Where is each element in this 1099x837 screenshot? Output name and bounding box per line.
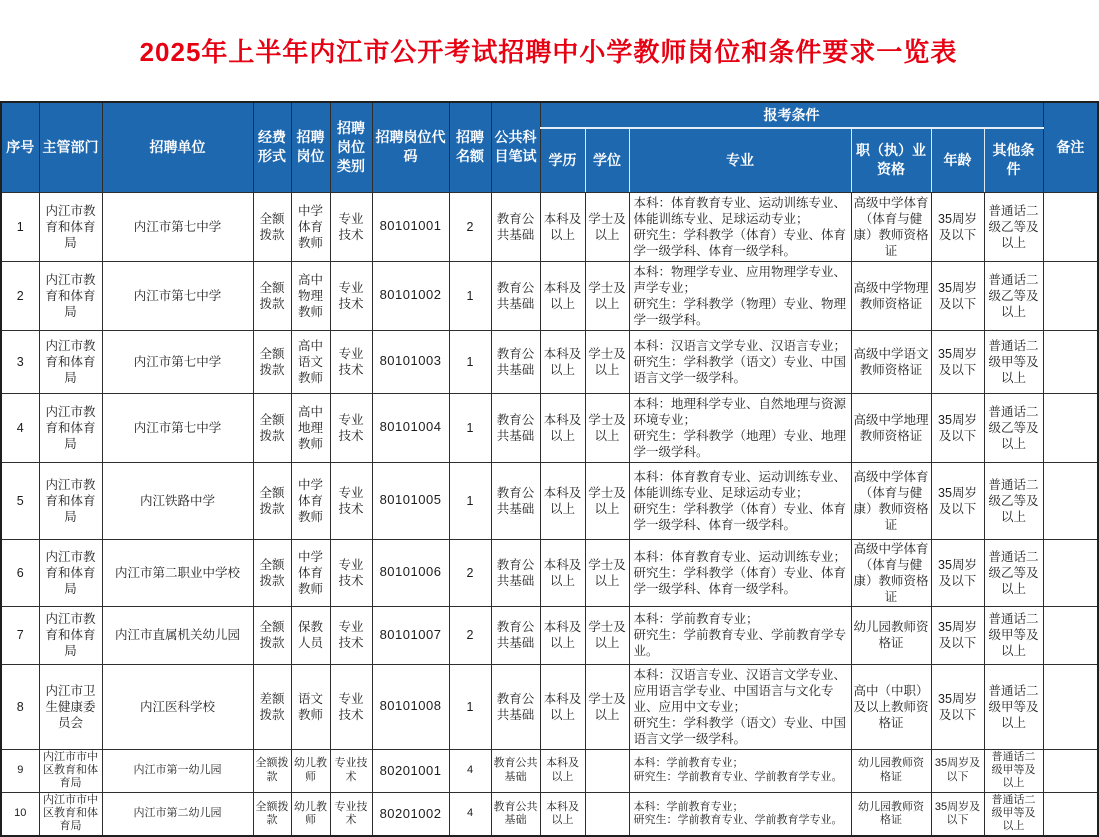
cell-code: 80101007 xyxy=(372,606,449,664)
cell-degree: 学士及以上 xyxy=(585,330,629,393)
header-funding: 经费形式 xyxy=(253,102,291,192)
cell-funding: 全额拨款 xyxy=(253,792,291,836)
cell-category: 专业技术 xyxy=(330,792,372,836)
cell-funding: 全额拨款 xyxy=(253,606,291,664)
cell-quota: 1 xyxy=(449,664,491,749)
cell-funding: 全额拨款 xyxy=(253,261,291,330)
cell-unit: 内江市第七中学 xyxy=(102,261,253,330)
cell-category: 专业技术 xyxy=(330,749,372,792)
cell-dept: 内江市教育和体育局 xyxy=(39,261,102,330)
cell-age: 35周岁及以下 xyxy=(931,261,984,330)
cell-position: 保教人员 xyxy=(291,606,330,664)
cell-remark xyxy=(1043,539,1098,606)
cell-unit: 内江铁路中学 xyxy=(102,462,253,539)
cell-unit: 内江市第七中学 xyxy=(102,393,253,462)
cell-position: 语文教师 xyxy=(291,664,330,749)
cell-qualification: 高中（中职）及以上教师资格证 xyxy=(851,664,931,749)
header-other: 其他条件 xyxy=(984,128,1043,192)
cell-quota: 2 xyxy=(449,606,491,664)
cell-category: 专业技术 xyxy=(330,664,372,749)
table-row xyxy=(1,462,1098,539)
table-row xyxy=(1,393,1098,462)
cell-unit: 内江市第七中学 xyxy=(102,330,253,393)
cell-degree xyxy=(585,749,629,792)
cell-age: 35周岁及以下 xyxy=(931,749,984,792)
cell-remark xyxy=(1043,792,1098,836)
cell-other: 普通话二级乙等及以上 xyxy=(984,462,1043,539)
cell-no: 3 xyxy=(1,330,39,393)
cell-exam: 教育公共基础 xyxy=(491,792,540,836)
cell-age: 35周岁及以下 xyxy=(931,330,984,393)
cell-code: 80201002 xyxy=(372,792,449,836)
cell-category: 专业技术 xyxy=(330,330,372,393)
cell-position: 中学体育教师 xyxy=(291,192,330,261)
cell-edu: 本科及以上 xyxy=(540,539,585,606)
cell-qualification: 幼儿园教师资格证 xyxy=(851,606,931,664)
cell-exam: 教育公共基础 xyxy=(491,261,540,330)
cell-unit: 内江市直属机关幼儿园 xyxy=(102,606,253,664)
cell-category: 专业技术 xyxy=(330,192,372,261)
cell-quota: 2 xyxy=(449,539,491,606)
cell-category: 专业技术 xyxy=(330,261,372,330)
cell-category: 专业技术 xyxy=(330,393,372,462)
cell-age: 35周岁及以下 xyxy=(931,539,984,606)
cell-qualification: 高级中学体育（体育与健康）教师资格证 xyxy=(851,192,931,261)
cell-edu: 本科及以上 xyxy=(540,393,585,462)
cell-qualification: 高级中学物理教师资格证 xyxy=(851,261,931,330)
cell-position: 幼儿教师 xyxy=(291,749,330,792)
cell-funding: 全额拨款 xyxy=(253,462,291,539)
cell-position: 高中语文教师 xyxy=(291,330,330,393)
cell-dept: 内江市教育和体育局 xyxy=(39,539,102,606)
cell-degree: 学士及以上 xyxy=(585,393,629,462)
cell-quota: 1 xyxy=(449,393,491,462)
cell-remark xyxy=(1043,664,1098,749)
cell-unit: 内江市第二幼儿园 xyxy=(102,792,253,836)
cell-position: 中学体育教师 xyxy=(291,462,330,539)
header-major: 专业 xyxy=(629,128,851,192)
cell-age: 35周岁及以下 xyxy=(931,664,984,749)
header-age: 年龄 xyxy=(931,128,984,192)
cell-major: 本科：体育教育专业、运动训练专业、体能训练专业、足球运动专业； 研究生：学科教学（体育）专业、体育学一级学科、体育一级学科。 xyxy=(629,192,851,261)
cell-dept: 内江市市中区教育和体育局 xyxy=(39,792,102,836)
cell-quota: 4 xyxy=(449,749,491,792)
cell-exam: 教育公共基础 xyxy=(491,664,540,749)
cell-unit: 内江市第一幼儿园 xyxy=(102,749,253,792)
cell-quota: 1 xyxy=(449,261,491,330)
cell-other: 普通话二级乙等及以上 xyxy=(984,393,1043,462)
cell-no: 5 xyxy=(1,462,39,539)
cell-dept: 内江市教育和体育局 xyxy=(39,462,102,539)
cell-quota: 4 xyxy=(449,792,491,836)
recruitment-table xyxy=(0,101,1099,837)
cell-category: 专业技术 xyxy=(330,606,372,664)
table-row xyxy=(1,192,1098,261)
cell-exam: 教育公共基础 xyxy=(491,539,540,606)
cell-qualification: 高级中学地理教师资格证 xyxy=(851,393,931,462)
cell-major: 本科：学前教育专业； 研究生：学前教育专业、学前教育学专业。 xyxy=(629,792,851,836)
header-edu: 学历 xyxy=(540,128,585,192)
cell-degree: 学士及以上 xyxy=(585,606,629,664)
cell-edu: 本科及以上 xyxy=(540,261,585,330)
header-conditions-group: 报考条件 xyxy=(540,102,1043,128)
cell-major: 本科：汉语言专业、汉语言文学专业、应用语言学专业、中国语言与文化专业、应用中文专业； 研究生：学科教学（语文）专业、中国语言文学一级学科。 xyxy=(629,664,851,749)
cell-edu: 本科及以上 xyxy=(540,792,585,836)
cell-quota: 1 xyxy=(449,330,491,393)
cell-unit: 内江市第七中学 xyxy=(102,192,253,261)
table-row xyxy=(1,792,1098,836)
header-unit: 招聘单位 xyxy=(102,102,253,192)
table-row xyxy=(1,261,1098,330)
cell-remark xyxy=(1043,393,1098,462)
cell-other: 普通话二级乙等及以上 xyxy=(984,192,1043,261)
header-code: 招聘岗位代码 xyxy=(372,102,449,192)
cell-no: 9 xyxy=(1,749,39,792)
cell-major: 本科：体育教育专业、运动训练专业、体能训练专业、足球运动专业； 研究生：学科教学（体育）专业、体育学一级学科、体育一级学科。 xyxy=(629,462,851,539)
cell-other: 普通话二级乙等及以上 xyxy=(984,261,1043,330)
cell-qualification: 高级中学体育（体育与健康）教师资格证 xyxy=(851,539,931,606)
table-body xyxy=(1,192,1098,836)
cell-degree: 学士及以上 xyxy=(585,192,629,261)
cell-remark xyxy=(1043,192,1098,261)
cell-degree xyxy=(585,792,629,836)
cell-age: 35周岁及以下 xyxy=(931,606,984,664)
cell-edu: 本科及以上 xyxy=(540,749,585,792)
header-qualification: 职（执）业资格 xyxy=(851,128,931,192)
table-header xyxy=(1,102,1098,192)
cell-edu: 本科及以上 xyxy=(540,330,585,393)
header-dept: 主管部门 xyxy=(39,102,102,192)
cell-dept: 内江市卫生健康委员会 xyxy=(39,664,102,749)
cell-qualification: 高级中学体育（体育与健康）教师资格证 xyxy=(851,462,931,539)
cell-dept: 内江市教育和体育局 xyxy=(39,330,102,393)
cell-exam: 教育公共基础 xyxy=(491,606,540,664)
cell-edu: 本科及以上 xyxy=(540,192,585,261)
title-band xyxy=(0,0,1097,101)
cell-remark xyxy=(1043,261,1098,330)
cell-degree: 学士及以上 xyxy=(585,462,629,539)
cell-qualification: 幼儿园教师资格证 xyxy=(851,749,931,792)
cell-funding: 全额拨款 xyxy=(253,393,291,462)
header-exam: 公共科目笔试 xyxy=(491,102,540,192)
cell-no: 4 xyxy=(1,393,39,462)
cell-funding: 全额拨款 xyxy=(253,539,291,606)
cell-remark xyxy=(1043,606,1098,664)
header-position: 招聘岗位 xyxy=(291,102,330,192)
header-row-1 xyxy=(1,102,1098,128)
table-row xyxy=(1,539,1098,606)
cell-exam: 教育公共基础 xyxy=(491,330,540,393)
cell-major: 本科：地理科学专业、自然地理与资源环境专业； 研究生：学科教学（地理）专业、地理学一级学科。 xyxy=(629,393,851,462)
cell-code: 80101002 xyxy=(372,261,449,330)
cell-degree: 学士及以上 xyxy=(585,664,629,749)
cell-exam: 教育公共基础 xyxy=(491,393,540,462)
cell-position: 高中地理教师 xyxy=(291,393,330,462)
cell-funding: 差额拨款 xyxy=(253,664,291,749)
cell-dept: 内江市教育和体育局 xyxy=(39,606,102,664)
cell-edu: 本科及以上 xyxy=(540,606,585,664)
cell-major: 本科：物理学专业、应用物理学专业、声学专业； 研究生：学科教学（物理）专业、物理学一级学科。 xyxy=(629,261,851,330)
cell-quota: 2 xyxy=(449,192,491,261)
cell-edu: 本科及以上 xyxy=(540,664,585,749)
header-remark: 备注 xyxy=(1043,102,1098,192)
cell-exam: 教育公共基础 xyxy=(491,192,540,261)
cell-category: 专业技术 xyxy=(330,539,372,606)
cell-other: 普通话二级甲等及以上 xyxy=(984,749,1043,792)
cell-exam: 教育公共基础 xyxy=(491,462,540,539)
header-category: 招聘岗位类别 xyxy=(330,102,372,192)
cell-no: 2 xyxy=(1,261,39,330)
cell-qualification: 幼儿园教师资格证 xyxy=(851,792,931,836)
cell-funding: 全额拨款 xyxy=(253,330,291,393)
cell-code: 80101003 xyxy=(372,330,449,393)
cell-position: 中学体育教师 xyxy=(291,539,330,606)
cell-edu: 本科及以上 xyxy=(540,462,585,539)
cell-dept: 内江市教育和体育局 xyxy=(39,393,102,462)
cell-major: 本科：学前教育专业； 研究生：学前教育专业、学前教育学专业。 xyxy=(629,606,851,664)
table-row xyxy=(1,606,1098,664)
cell-remark xyxy=(1043,330,1098,393)
cell-no: 8 xyxy=(1,664,39,749)
table-row xyxy=(1,664,1098,749)
cell-unit: 内江医科学校 xyxy=(102,664,253,749)
cell-age: 35周岁及以下 xyxy=(931,192,984,261)
cell-dept: 内江市市中区教育和体育局 xyxy=(39,749,102,792)
cell-age: 35周岁及以下 xyxy=(931,792,984,836)
cell-other: 普通话二级乙等及以上 xyxy=(984,539,1043,606)
cell-remark xyxy=(1043,462,1098,539)
cell-exam: 教育公共基础 xyxy=(491,749,540,792)
cell-other: 普通话二级甲等及以上 xyxy=(984,792,1043,836)
cell-no: 1 xyxy=(1,192,39,261)
cell-position: 高中物理教师 xyxy=(291,261,330,330)
table-row xyxy=(1,749,1098,792)
cell-other: 普通话二级甲等及以上 xyxy=(984,664,1043,749)
header-degree: 学位 xyxy=(585,128,629,192)
cell-age: 35周岁及以下 xyxy=(931,462,984,539)
cell-degree: 学士及以上 xyxy=(585,261,629,330)
page-title: 2025年上半年内江市公开考试招聘中小学教师岗位和条件要求一览表 xyxy=(139,37,958,67)
cell-major: 本科：体育教育专业、运动训练专业； 研究生：学科教学（体育）专业、体育学一级学科、体育一级学科。 xyxy=(629,539,851,606)
cell-major: 本科：汉语言文学专业、汉语言专业； 研究生：学科教学（语文）专业、中国语言文学一级学科。 xyxy=(629,330,851,393)
cell-code: 80101008 xyxy=(372,664,449,749)
cell-code: 80101006 xyxy=(372,539,449,606)
cell-no: 10 xyxy=(1,792,39,836)
cell-funding: 全额拨款 xyxy=(253,749,291,792)
cell-no: 7 xyxy=(1,606,39,664)
cell-remark xyxy=(1043,749,1098,792)
cell-degree: 学士及以上 xyxy=(585,539,629,606)
cell-age: 35周岁及以下 xyxy=(931,393,984,462)
cell-code: 80101005 xyxy=(372,462,449,539)
cell-other: 普通话二级甲等及以上 xyxy=(984,606,1043,664)
cell-unit: 内江市第二职业中学校 xyxy=(102,539,253,606)
cell-position: 幼儿教师 xyxy=(291,792,330,836)
cell-code: 80101004 xyxy=(372,393,449,462)
cell-major: 本科：学前教育专业； 研究生：学前教育专业、学前教育学专业。 xyxy=(629,749,851,792)
cell-code: 80101001 xyxy=(372,192,449,261)
cell-quota: 1 xyxy=(449,462,491,539)
table-row xyxy=(1,330,1098,393)
cell-no: 6 xyxy=(1,539,39,606)
header-quota: 招聘名额 xyxy=(449,102,491,192)
cell-category: 专业技术 xyxy=(330,462,372,539)
header-no: 序号 xyxy=(1,102,39,192)
cell-funding: 全额拨款 xyxy=(253,192,291,261)
cell-dept: 内江市教育和体育局 xyxy=(39,192,102,261)
cell-code: 80201001 xyxy=(372,749,449,792)
cell-qualification: 高级中学语文教师资格证 xyxy=(851,330,931,393)
cell-other: 普通话二级甲等及以上 xyxy=(984,330,1043,393)
